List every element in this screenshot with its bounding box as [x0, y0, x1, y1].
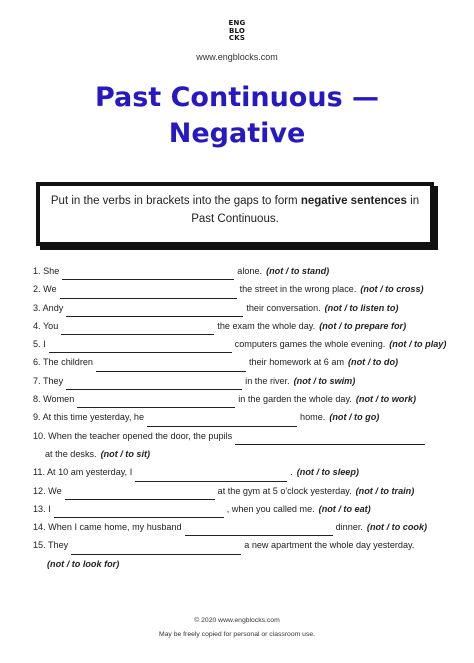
sentence-end: their homework at 6 am — [249, 357, 345, 368]
sentence-end: , when you called me. — [226, 503, 315, 514]
verb-hint: (not / to swim) — [293, 375, 356, 386]
instructions-text: Put in the verbs in brackets into the gaps to form — [50, 195, 301, 207]
verb-hint: (not / to work) — [355, 394, 416, 405]
exercise-item-3 — [33, 299, 443, 317]
answer-blank[interactable] — [66, 379, 242, 390]
exercise-item-1 — [33, 262, 443, 280]
sentence-end: dinner. — [335, 522, 363, 533]
verb-hint: (not / to listen to) — [324, 302, 399, 313]
exercise-list — [33, 262, 447, 573]
answer-blank[interactable] — [77, 397, 235, 408]
sentence-start: 13. I — [33, 503, 51, 514]
sentence-end: their conversation. — [246, 302, 321, 313]
answer-blank[interactable] — [54, 507, 224, 518]
sentence-start: 10. When the teacher opened the door, the pupils — [33, 430, 233, 441]
answer-blank[interactable] — [235, 434, 425, 445]
sentence-end: the exam the whole day. — [217, 320, 316, 331]
answer-blank[interactable] — [61, 324, 214, 335]
sentence-start: 11. At 10 am yesterday, I — [33, 467, 133, 478]
sentence-start: 4. You — [33, 320, 59, 331]
verb-hint: (not / to cook) — [366, 522, 428, 533]
exercise-item-11 — [33, 463, 443, 481]
title-line-1: Past Continuous — — [94, 82, 380, 113]
answer-blank[interactable] — [135, 471, 287, 482]
logo-line: ENG — [228, 19, 246, 27]
answer-blank[interactable] — [62, 269, 234, 280]
sentence-end: a new apartment the whole day yesterday. — [244, 540, 415, 551]
sentence-start: 6. The children — [33, 357, 93, 368]
sentence-start: 5. I — [33, 339, 46, 350]
logo-line: CKS — [228, 34, 246, 42]
exercise-item-9 — [33, 408, 443, 426]
sentence-start: 2. We — [33, 284, 57, 295]
answer-blank[interactable] — [185, 525, 333, 536]
sentence-start: 12. We — [33, 485, 62, 496]
verb-hint: (not / to eat) — [318, 503, 371, 514]
sentence-end: at the gym at 5 o'clock yesterday. — [217, 485, 352, 496]
sentence-start: 9. At this time yesterday, he — [33, 412, 145, 423]
sentence-start: 7. They — [33, 375, 64, 386]
exercise-item-15-continued — [33, 555, 443, 573]
answer-blank[interactable] — [49, 342, 232, 353]
answer-blank[interactable] — [147, 416, 297, 427]
verb-hint: (not / to stand) — [266, 266, 330, 276]
sentence-start: 1. She — [33, 266, 60, 276]
exercise-item-14 — [33, 518, 443, 536]
exercise-item-13 — [33, 500, 443, 518]
instructions-emphasis: negative sentences — [300, 195, 407, 207]
answer-blank[interactable] — [66, 306, 243, 317]
verb-hint: (not / to do) — [348, 357, 399, 368]
answer-blank[interactable] — [96, 361, 246, 372]
title-line-2: Negative — [168, 118, 306, 149]
verb-hint: (not / to look for) — [47, 558, 120, 569]
engblocks-logo — [226, 20, 248, 46]
answer-blank[interactable] — [60, 288, 237, 299]
answer-blank[interactable] — [65, 489, 215, 500]
sentence-start: 15. They — [33, 540, 69, 551]
sentence-end: home. — [300, 412, 326, 423]
sentence-end: in the garden the whole day. — [238, 394, 352, 405]
sentence-start: 8. Women — [33, 394, 75, 405]
exercise-item-12 — [33, 482, 443, 500]
verb-hint: (not / to go) — [329, 412, 380, 423]
verb-hint: (not / to train) — [355, 485, 415, 496]
exercise-item-5 — [33, 335, 447, 353]
exercise-item-8 — [33, 390, 443, 408]
verb-hint: (not / to prepare for) — [319, 320, 407, 331]
sentence-end: at the desks. — [45, 448, 97, 459]
page-title — [0, 80, 474, 152]
sentence-end: in the river. — [245, 375, 290, 386]
instructions-box — [36, 182, 434, 246]
verb-hint: (not / to cross) — [360, 284, 424, 295]
exercise-item-2 — [33, 280, 443, 298]
exercise-item-7 — [33, 372, 443, 390]
usage-note: May be freely copied for personal or classroom use. — [158, 631, 316, 638]
verb-hint: (not / to play) — [389, 339, 447, 350]
exercise-item-10-continued — [33, 445, 443, 463]
exercise-item-15 — [33, 536, 443, 554]
verb-hint: (not / to sleep) — [296, 467, 359, 478]
answer-blank[interactable] — [71, 544, 241, 555]
exercise-item-10 — [33, 427, 443, 445]
sentence-start: 14. When I came home, my husband — [33, 522, 182, 533]
verb-hint: (not / to sit) — [100, 448, 151, 459]
sentence-end: alone. — [237, 266, 263, 276]
copyright-text: © 2020 www.engblocks.com — [194, 617, 280, 624]
exercise-item-4 — [33, 317, 443, 335]
exercise-item-6 — [33, 353, 443, 371]
instructions-text-end: in Past Continuous. — [191, 195, 420, 225]
website-label: www.engblocks.com — [196, 52, 278, 62]
sentence-start: 3. Andy — [33, 302, 64, 313]
logo-line: BLO — [228, 26, 246, 35]
sentence-end: computers games the whole evening. — [234, 339, 386, 350]
sentence-end: the street in the wrong place. — [239, 284, 357, 295]
sentence-end: . — [290, 467, 293, 478]
